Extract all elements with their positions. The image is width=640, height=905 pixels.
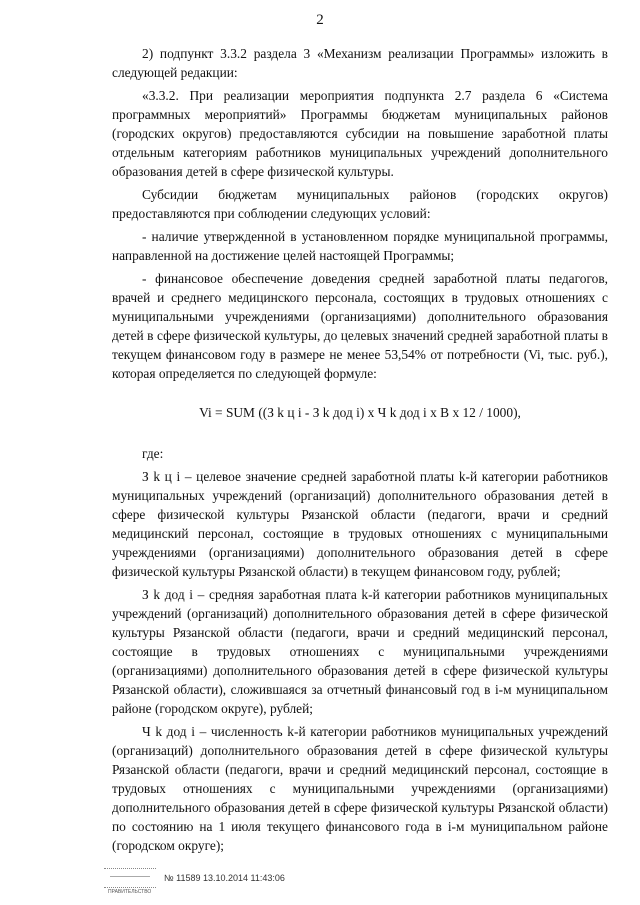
page-number: 2 [316, 12, 324, 28]
document-body [112, 44, 608, 859]
footer [104, 868, 285, 895]
formula: Vi = SUM ((З k ц i - З k дод i) х Ч k дод i х В х 12 / 1000), [199, 405, 521, 420]
document-registration-id: № 11589 13.10.2014 11:43:06 [164, 873, 285, 883]
condition-financing: - финансовое обеспечение доведения средней заработной платы педагогов, врачей и среднего медицинского персонала, состоящих в трудовых отношениях с муниципальными учреждениями (организациями) дополнительного образования детей в сфере физической культуры, до целевых значений средней заработной платы в текущем финансовом году в размере не менее 53,54% от потребности (Vi, тыс. руб.), которая определяется по следующей формуле: [112, 271, 608, 381]
paragraph-3-3-2: «3.3.2. При реализации мероприятия подпункта 2.7 раздела 6 «Система программных мероприятий» Программы бюджетам муниципальных районов (городских округов) предоставляются субсидии на повышение заработной платы отдельным категориям работников муниципальных учреждений дополнительного образования детей в сфере физической культуры. [112, 88, 608, 179]
paragraph-subsidies-conditions: Субсидии бюджетам муниципальных районов (городских округов) предоставляются при соблюдении следующих условий: [112, 187, 608, 221]
definition-target-salary: З k ц i – целевое значение средней заработной платы k-й категории работников муниципальных учреждений (организаций) дополнительного образования детей в сфере физической культуры Рязанской области (педагоги, врачи и средний медицинский персонал, состоящие в трудовых отношениях с муниципальными учреждениями (организациями) дополнительного образования детей в сфере физической культуры Рязанской области) в текущем финансовом году, рублей; [112, 469, 608, 579]
government-stamp [104, 868, 156, 895]
condition-program: - наличие утвержденной в установленном порядке муниципальной программы, направленной на достижение целей настоящей Программы; [112, 229, 608, 263]
stamp-label: ПРАВИТЕЛЬСТВО [108, 889, 152, 895]
paragraph-item-2: 2) подпункт 3.3.2 раздела 3 «Механизм реализации Программы» изложить в следующей редакции: [112, 46, 608, 80]
where-label: где: [142, 446, 164, 461]
definition-headcount: Ч k дод i – численность k-й категории работников муниципальных учреждений (организаций) дополнительного образования детей в сфере физической культуры Рязанской области (педагоги, врачи и средний медицинский персонал, состоящие в трудовых отношениях с муниципальными учреждениями (организациями) дополнительного образования детей в сфере физической культуры Рязанской области) по состоянию на 1 июля текущего финансового года в i-м муниципальном районе (городском округе); [112, 724, 608, 853]
definition-average-salary: З k дод i – средняя заработная плата k-й категории работников муниципальных учреждений (организаций) дополнительного образования детей в сфере физической культуры Рязанской области (педагоги, врачи и средний медицинский персонал, состоящие в трудовых отношениях с муниципальными учреждениями (организациями) дополнительного образования детей в сфере физической культуры Рязанской области), сложившаяся за отчетный финансовый год в i-м муниципальном районе (городском округе), рублей; [112, 587, 608, 716]
